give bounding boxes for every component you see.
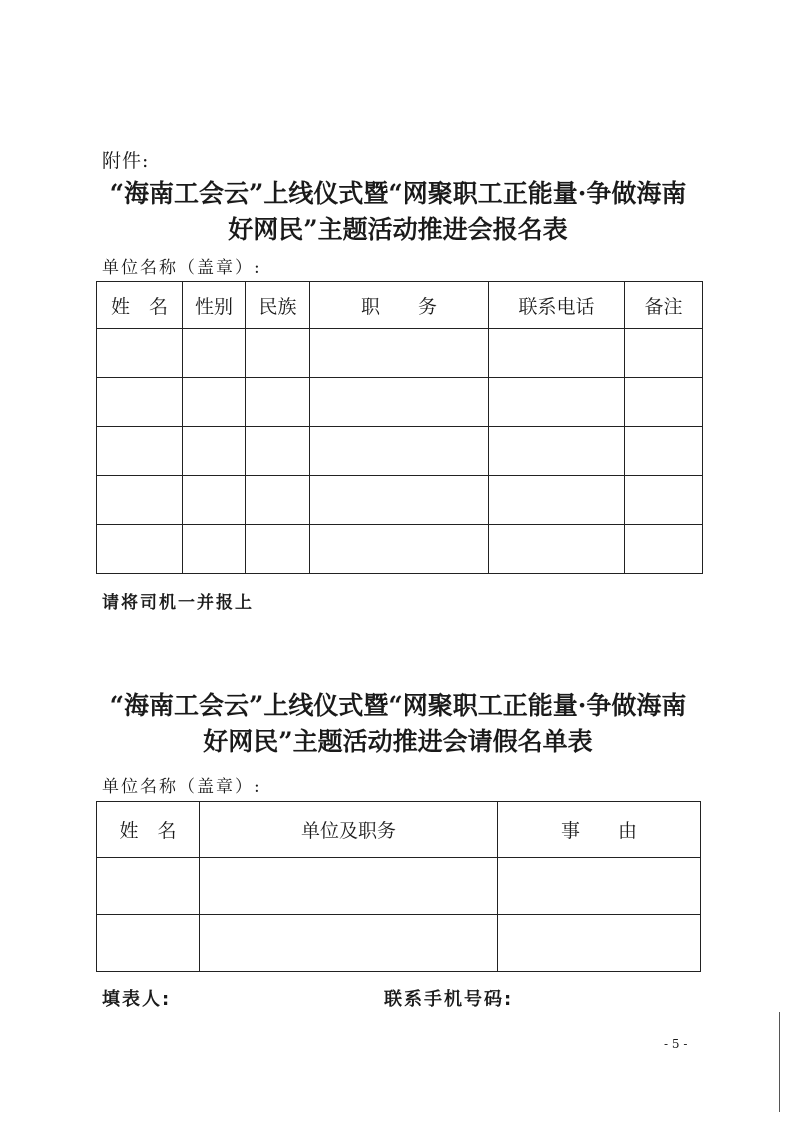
table-cell[interactable] (97, 476, 183, 525)
table-header-row (97, 282, 703, 329)
table-row (97, 378, 703, 427)
header-unit-position: 单位及职务 (200, 802, 498, 858)
table-cell[interactable] (246, 525, 310, 574)
table-cell[interactable] (625, 378, 703, 427)
phone-label: 联系手机号码: (384, 989, 514, 1010)
table-cell[interactable] (183, 329, 246, 378)
table-cell[interactable] (310, 378, 489, 427)
header-reason: 事 由 (498, 802, 701, 858)
table-cell[interactable] (97, 858, 200, 915)
form1-title-line1: “海南工会云”上线仪式暨“网聚职工正能量·争做海南 (109, 179, 687, 208)
table-cell[interactable] (489, 427, 625, 476)
header-phone: 联系电话 (489, 282, 625, 329)
table-cell[interactable] (625, 329, 703, 378)
table-row (97, 525, 703, 574)
form1-unit-label: 单位名称（盖章）: (102, 258, 262, 278)
driver-note: 请将司机一并报上 (102, 593, 254, 613)
table-row (97, 476, 703, 525)
table-row (97, 858, 701, 915)
form2-title-line2: 好网民”主题活动推进会请假名单表 (203, 727, 593, 756)
table-row (97, 427, 703, 476)
table-cell[interactable] (498, 858, 701, 915)
page-number: - 5 - (664, 1037, 688, 1051)
table-cell[interactable] (625, 476, 703, 525)
table-cell[interactable] (183, 525, 246, 574)
table-cell[interactable] (97, 378, 183, 427)
registration-table (96, 281, 703, 574)
table-cell[interactable] (183, 427, 246, 476)
table-cell[interactable] (310, 476, 489, 525)
header-name: 姓 名 (97, 802, 200, 858)
table-cell[interactable] (200, 915, 498, 972)
table-row (97, 915, 701, 972)
table-header-row (97, 802, 701, 858)
table-cell[interactable] (489, 378, 625, 427)
table-cell[interactable] (246, 427, 310, 476)
table-cell[interactable] (310, 525, 489, 574)
table-cell[interactable] (246, 476, 310, 525)
table-cell[interactable] (200, 858, 498, 915)
table-cell[interactable] (97, 427, 183, 476)
attachment-label: 附件: (102, 150, 150, 172)
header-position: 职 务 (310, 282, 489, 329)
table-cell[interactable] (310, 329, 489, 378)
table-cell[interactable] (246, 378, 310, 427)
table-cell[interactable] (97, 329, 183, 378)
form2-title-line1: “海南工会云”上线仪式暨“网聚职工正能量·争做海南 (109, 691, 687, 720)
table-cell[interactable] (97, 525, 183, 574)
table-cell[interactable] (97, 915, 200, 972)
header-ethnicity: 民族 (246, 282, 310, 329)
table-cell[interactable] (489, 525, 625, 574)
table-cell[interactable] (625, 525, 703, 574)
table-cell[interactable] (183, 378, 246, 427)
leave-table (96, 801, 701, 972)
header-remarks: 备注 (625, 282, 703, 329)
table-row (97, 329, 703, 378)
form2-unit-label: 单位名称（盖章）: (102, 777, 262, 797)
header-gender: 性别 (183, 282, 246, 329)
table-cell[interactable] (310, 427, 489, 476)
table-cell[interactable] (246, 329, 310, 378)
scan-edge-line (779, 1012, 780, 1112)
filler-label: 填表人: (102, 989, 172, 1010)
table-cell[interactable] (183, 476, 246, 525)
table-cell[interactable] (498, 915, 701, 972)
table-cell[interactable] (489, 329, 625, 378)
header-name: 姓 名 (97, 282, 183, 329)
table-cell[interactable] (489, 476, 625, 525)
form1-title-line2: 好网民”主题活动推进会报名表 (228, 215, 568, 244)
table-cell[interactable] (625, 427, 703, 476)
